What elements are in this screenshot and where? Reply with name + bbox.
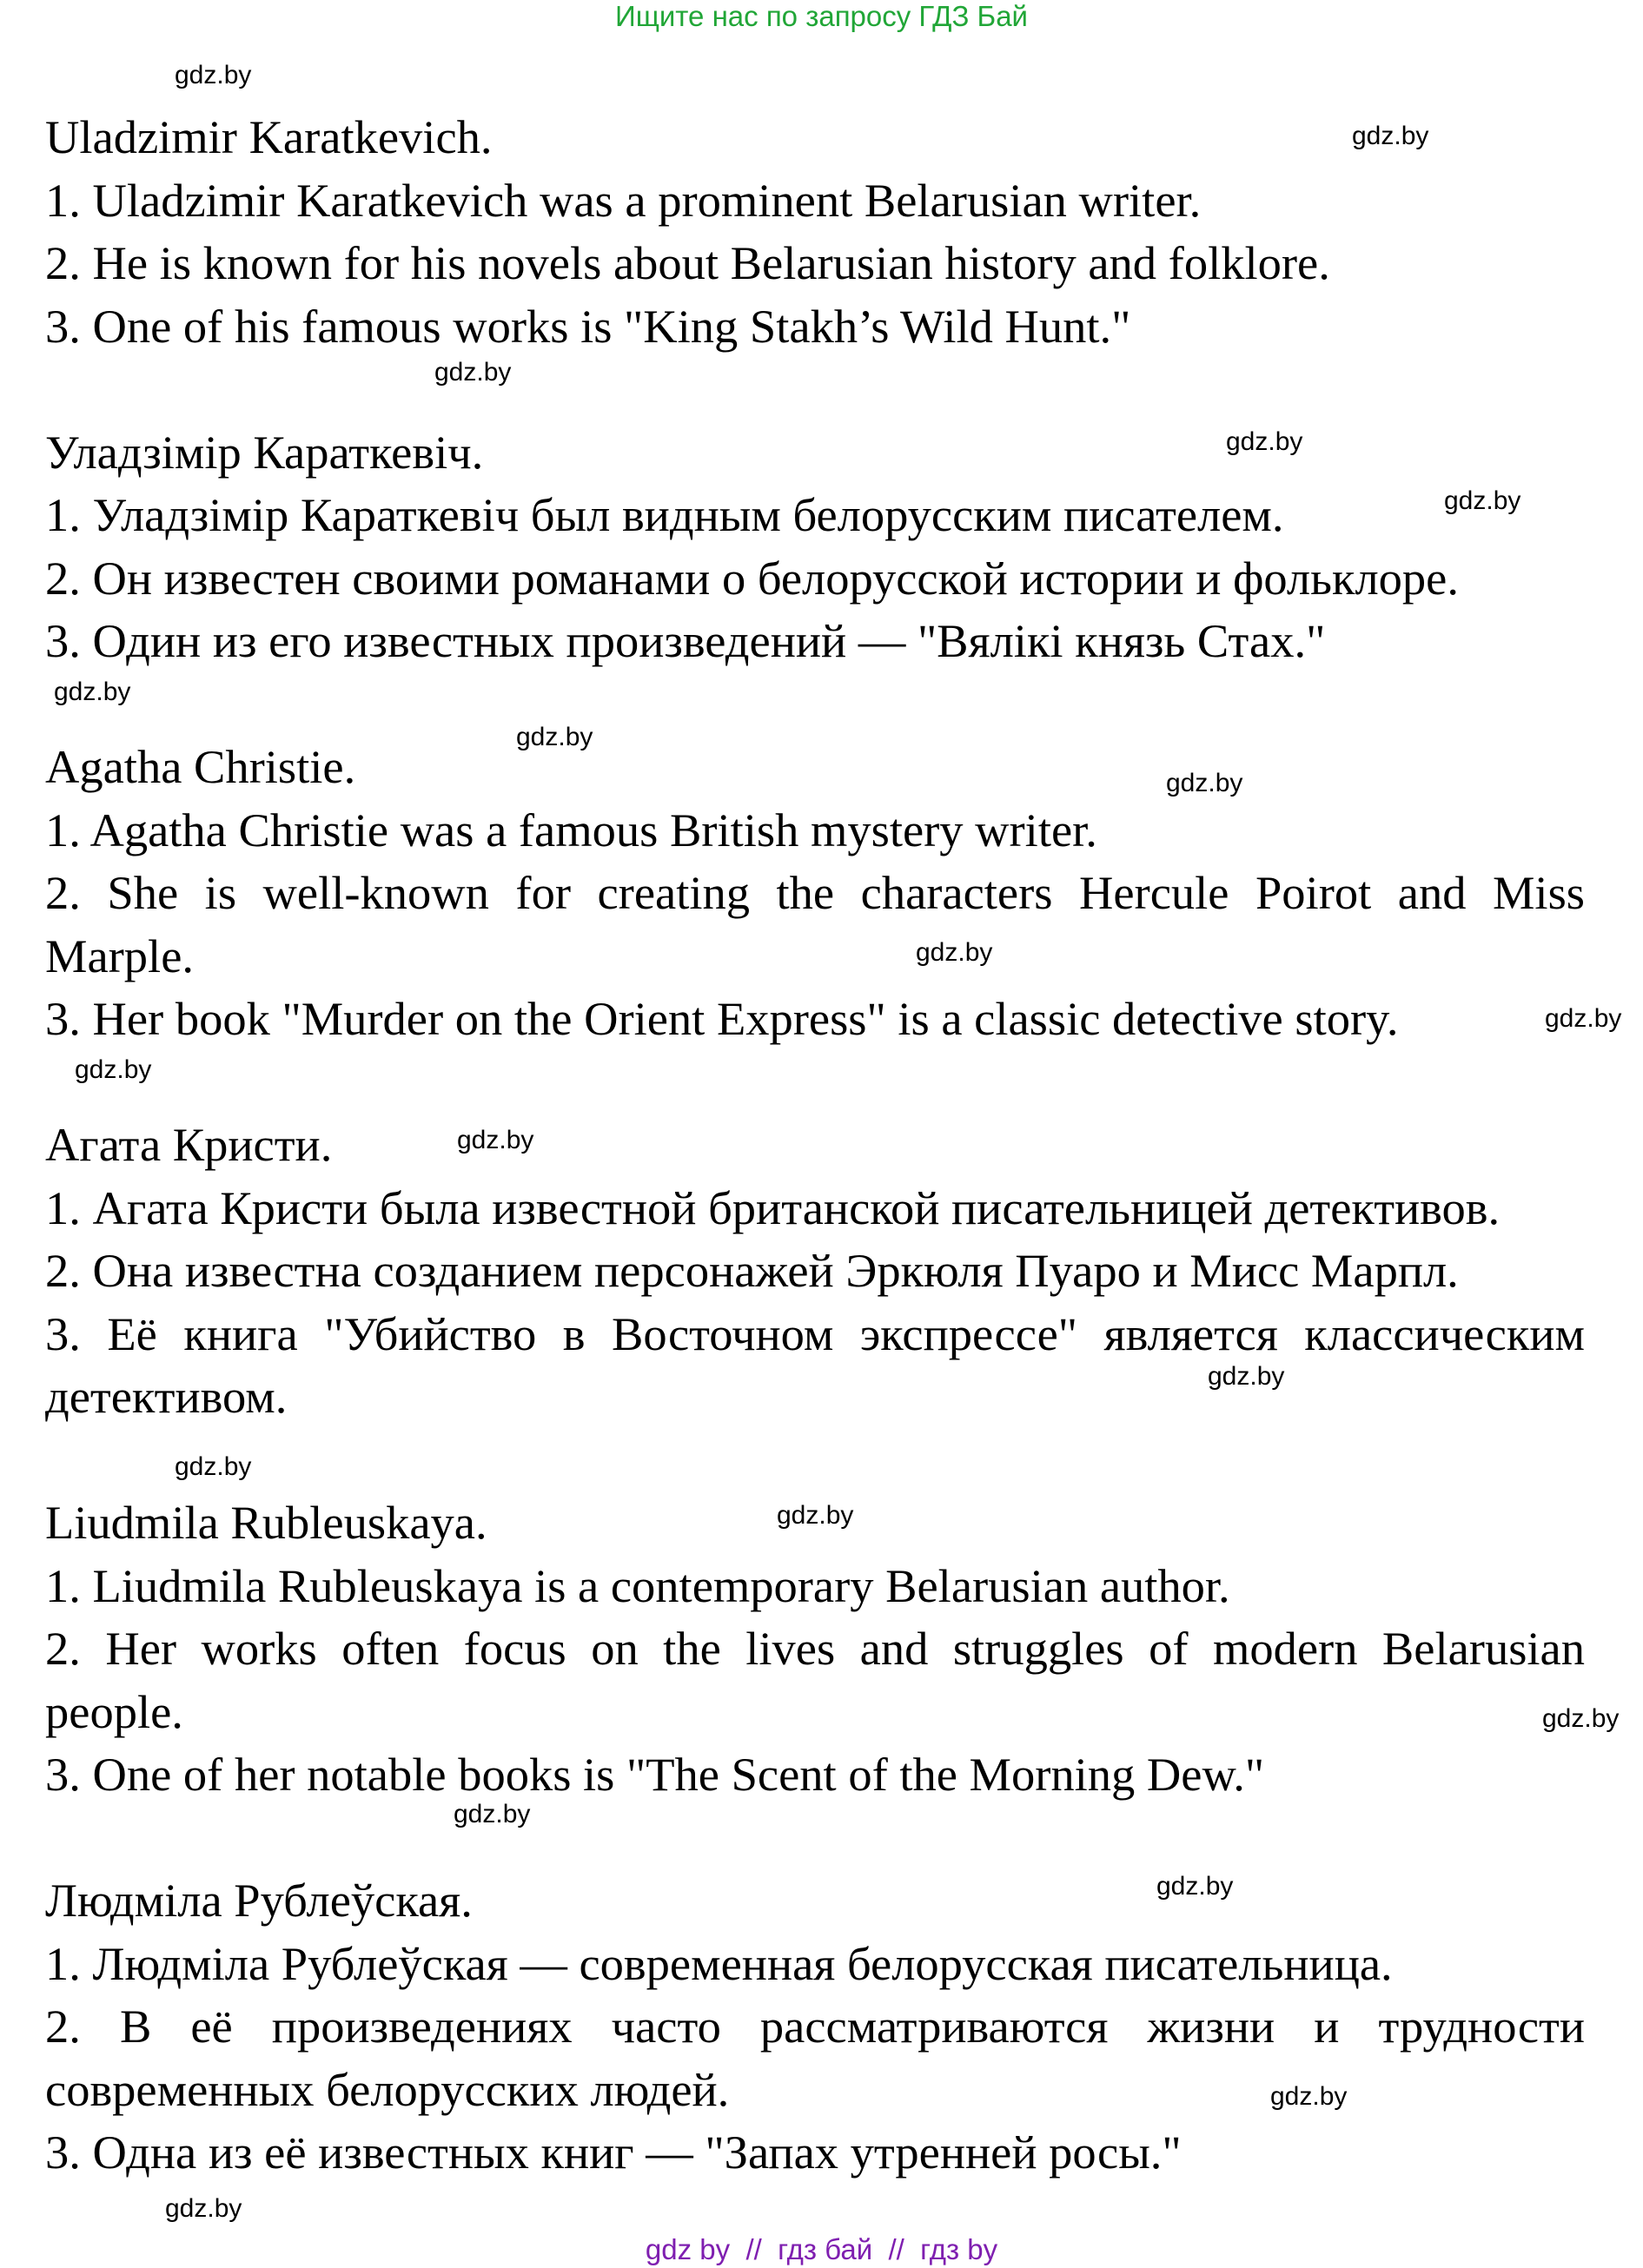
list-item: 1. Уладзімір Караткевіч был видным белорусским писателем. xyxy=(45,488,1284,541)
section-heading: Liudmila Rubleuskaya. xyxy=(45,1496,487,1549)
watermark: gdz.by xyxy=(175,1452,252,1481)
list-item: 1. Liudmila Rubleuskaya is a contemporary Belarusian author. xyxy=(45,1558,1230,1612)
top-search-banner: Ищите нас по запросу ГДЗ Бай xyxy=(615,0,1028,32)
list-item: 3. Один из его известных произведений — "Вялікі князь Стах." xyxy=(45,614,1326,667)
section-heading: Agatha Christie. xyxy=(45,740,356,793)
section-karatkevich-ru xyxy=(45,421,1585,673)
document-body xyxy=(45,106,1585,2185)
list-item: 3. One of his famous works is "King Stakh’s Wild Hunt." xyxy=(45,299,1131,353)
list-item-continuation: people. xyxy=(45,1684,183,1738)
watermark: gdz.by xyxy=(1545,1004,1622,1033)
list-item-continuation: Marple. xyxy=(45,929,195,982)
list-item-continuation: детективом. xyxy=(45,1370,288,1423)
list-item: 3. Одна из её известных книг — "Запах утренней росы." xyxy=(45,2126,1182,2179)
watermark: gdz.by xyxy=(1226,427,1303,456)
watermark: gdz.by xyxy=(1352,122,1429,150)
list-item: 2. She is well-known for creating the characters Hercule Poirot and Miss xyxy=(45,866,1585,919)
list-item-continuation: современных белорусских людей. xyxy=(45,2062,730,2116)
list-item: 1. Агата Кристи была известной британской писательницей детективов. xyxy=(45,1180,1501,1234)
watermark: gdz.by xyxy=(75,1055,152,1084)
section-christie-en xyxy=(45,736,1585,1051)
watermark: gdz.by xyxy=(454,1800,531,1828)
watermark: gdz.by xyxy=(516,723,593,751)
watermark: gdz.by xyxy=(165,2194,242,2223)
list-item: 3. Её книга "Убийство в Восточном экспрессе" является классическим xyxy=(45,1306,1585,1360)
section-heading: Агата Кристи. xyxy=(45,1118,333,1171)
watermark: gdz.by xyxy=(457,1126,534,1154)
watermark: gdz.by xyxy=(1208,1362,1285,1391)
section-heading: Людміла Рублеўская. xyxy=(45,1874,473,1927)
list-item: 1. Людміла Рублеўская — современная белорусская писательница. xyxy=(45,1936,1393,1990)
section-rubleuskaya-ru xyxy=(45,1869,1585,2185)
watermark: gdz.by xyxy=(1542,1704,1620,1733)
watermark: gdz.by xyxy=(1166,769,1243,797)
list-item: 1. Agatha Christie was a famous British mystery writer. xyxy=(45,803,1097,856)
section-rubleuskaya-en xyxy=(45,1491,1585,1807)
watermark: gdz.by xyxy=(434,358,512,387)
list-item: 2. Он известен своими романами о белорусской истории и фольклоре. xyxy=(45,551,1459,605)
list-item: 2. Она известна созданием персонажей Эркюля Пуаро и Мисс Марпл. xyxy=(45,1244,1459,1297)
section-heading: Уладзімір Караткевіч. xyxy=(45,425,484,479)
watermark: gdz.by xyxy=(1156,1872,1234,1901)
watermark: gdz.by xyxy=(777,1501,854,1530)
list-item: 2. В её произведениях часто рассматриваются жизни и трудности xyxy=(45,2000,1585,2053)
list-item: 1. Uladzimir Karatkevich was a prominent Belarusian writer. xyxy=(45,173,1202,227)
list-item: 3. One of her notable books is "The Scent of the Morning Dew." xyxy=(45,1748,1265,1801)
footer-watermark: gdz by // гдз бай // гдз by xyxy=(645,2233,998,2265)
watermark: gdz.by xyxy=(1270,2082,1348,2111)
watermark: gdz.by xyxy=(1444,486,1521,515)
section-christie-ru xyxy=(45,1114,1585,1429)
list-item: 2. He is known for his novels about Belarusian history and folklore. xyxy=(45,236,1330,289)
watermark: gdz.by xyxy=(916,938,993,967)
list-item: 3. Her book "Murder on the Orient Express" is a classic detective story. xyxy=(45,992,1399,1045)
watermark: gdz.by xyxy=(54,678,131,706)
section-heading: Uladzimir Karatkevich. xyxy=(45,110,493,163)
list-item: 2. Her works often focus on the lives and struggles of modern Belarusian xyxy=(45,1622,1585,1675)
watermark: gdz.by xyxy=(175,61,252,89)
